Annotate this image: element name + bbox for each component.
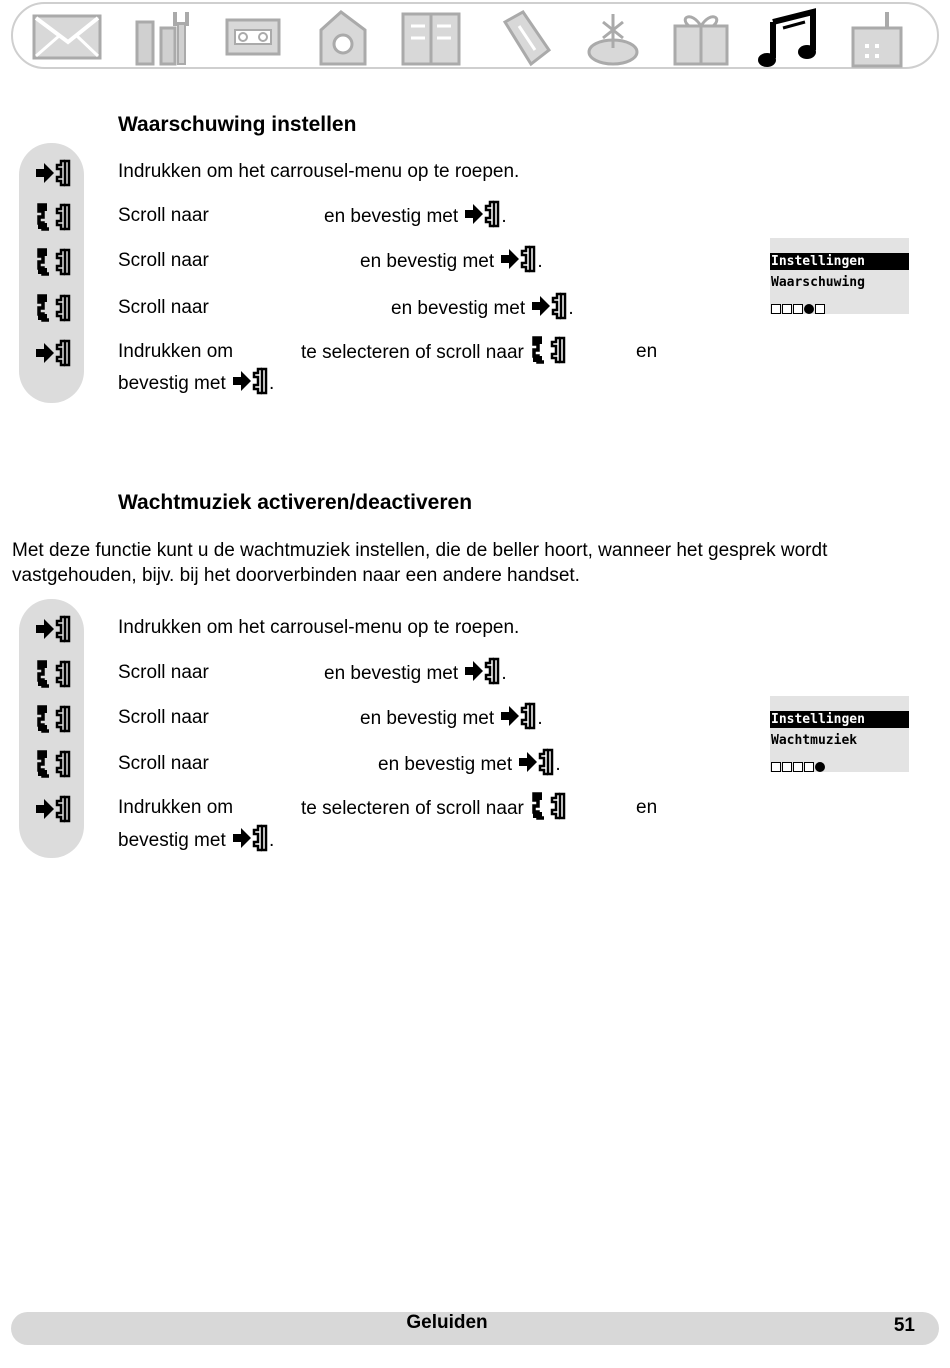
lcd-dot-empty — [793, 304, 803, 314]
ok-key-icon — [518, 748, 554, 776]
intro-paragraph: Met deze functie kunt u de wachtmuziek instellen, die de beller hoort, wanneer het gesprek wordt vastgehouden, bijv. bij het doorverbinden naar een andere handset. — [12, 540, 828, 586]
step-text: en — [636, 341, 658, 362]
step-text: Scroll naar — [118, 662, 209, 683]
step-text: en bevestig met . — [378, 748, 561, 780]
section-heading-warning: Waarschuwing instellen — [118, 113, 357, 136]
lcd-title: Instellingen — [770, 253, 909, 270]
scroll-key-icon — [530, 792, 566, 820]
lcd-screen — [770, 238, 909, 314]
ok-key-icon — [464, 657, 500, 685]
ok-key-icon — [232, 367, 268, 395]
phone-book-icon — [315, 8, 373, 68]
step-text: en — [636, 797, 658, 818]
step-text: Indrukken om het carrousel-menu op te roepen. — [118, 617, 520, 638]
page-number: 51 — [893, 1315, 915, 1336]
lcd-item: Waarschuwing — [771, 275, 865, 290]
tools-icon — [131, 8, 197, 68]
section-heading-hold-music: Wachtmuziek activeren/deactiveren — [118, 491, 473, 514]
gift-icon — [669, 8, 733, 68]
lcd-item: Wachtmuziek — [771, 733, 858, 748]
music-icon — [755, 8, 821, 70]
step-text: en bevestig met . — [360, 245, 543, 277]
handset-icon — [495, 8, 555, 68]
lcd-level-indicator — [771, 304, 825, 314]
scroll-key-icon — [35, 705, 71, 733]
step-text: en bevestig met . — [391, 292, 574, 324]
lcd-dot-empty — [771, 304, 781, 314]
step-text: Indrukken om — [118, 341, 234, 362]
lcd-dot-filled — [804, 304, 814, 314]
antenna-icon — [583, 8, 643, 68]
ok-key-icon — [464, 200, 500, 228]
cordless-phone-icon — [847, 8, 907, 70]
book-icon — [399, 8, 463, 68]
ok-key-icon — [531, 292, 567, 320]
step-text: Scroll naar — [118, 297, 209, 318]
chapter-title: Geluiden — [406, 1312, 488, 1333]
step-text: en bevestig met . — [360, 702, 543, 734]
lcd-dot-empty — [771, 762, 781, 772]
step-text: te selecteren of scroll naar — [301, 792, 567, 824]
lcd-dot-empty — [793, 762, 803, 772]
menu-icon-bar — [11, 2, 939, 69]
ok-key-icon — [500, 245, 536, 273]
cassette-icon — [223, 8, 283, 64]
scroll-key-icon — [35, 660, 71, 688]
ok-key-icon — [500, 702, 536, 730]
ok-key-icon — [35, 159, 71, 187]
step-text: bevestig met . — [118, 367, 274, 399]
page-footer — [11, 1312, 939, 1345]
scroll-key-icon — [35, 750, 71, 778]
lcd-dot-empty — [782, 762, 792, 772]
ok-key-icon — [35, 339, 71, 367]
lcd-dot-filled — [815, 762, 825, 772]
step-text: bevestig met . — [118, 824, 274, 856]
scroll-key-icon — [35, 203, 71, 231]
lcd-title: Instellingen — [770, 711, 909, 728]
scroll-key-icon — [35, 294, 71, 322]
scroll-key-icon — [530, 336, 566, 364]
lcd-level-indicator — [771, 762, 825, 772]
lcd-dot-empty — [804, 762, 814, 772]
step-text: Scroll naar — [118, 707, 209, 728]
step-text: Indrukken om het carrousel-menu op te roepen. — [118, 161, 520, 182]
step-text: Scroll naar — [118, 753, 209, 774]
step-text: en bevestig met . — [324, 200, 507, 232]
step-text: en bevestig met . — [324, 657, 507, 689]
ok-key-icon — [232, 824, 268, 852]
lcd-dot-empty — [782, 304, 792, 314]
lcd-screen — [770, 696, 909, 772]
scroll-key-icon — [35, 248, 71, 276]
step-text: Scroll naar — [118, 250, 209, 271]
step-text: te selecteren of scroll naar — [301, 336, 567, 368]
step-text: Scroll naar — [118, 205, 209, 226]
ok-key-icon — [35, 795, 71, 823]
lcd-dot-empty — [815, 304, 825, 314]
step-text: Indrukken om — [118, 797, 234, 818]
envelope-icon — [31, 8, 105, 64]
ok-key-icon — [35, 615, 71, 643]
